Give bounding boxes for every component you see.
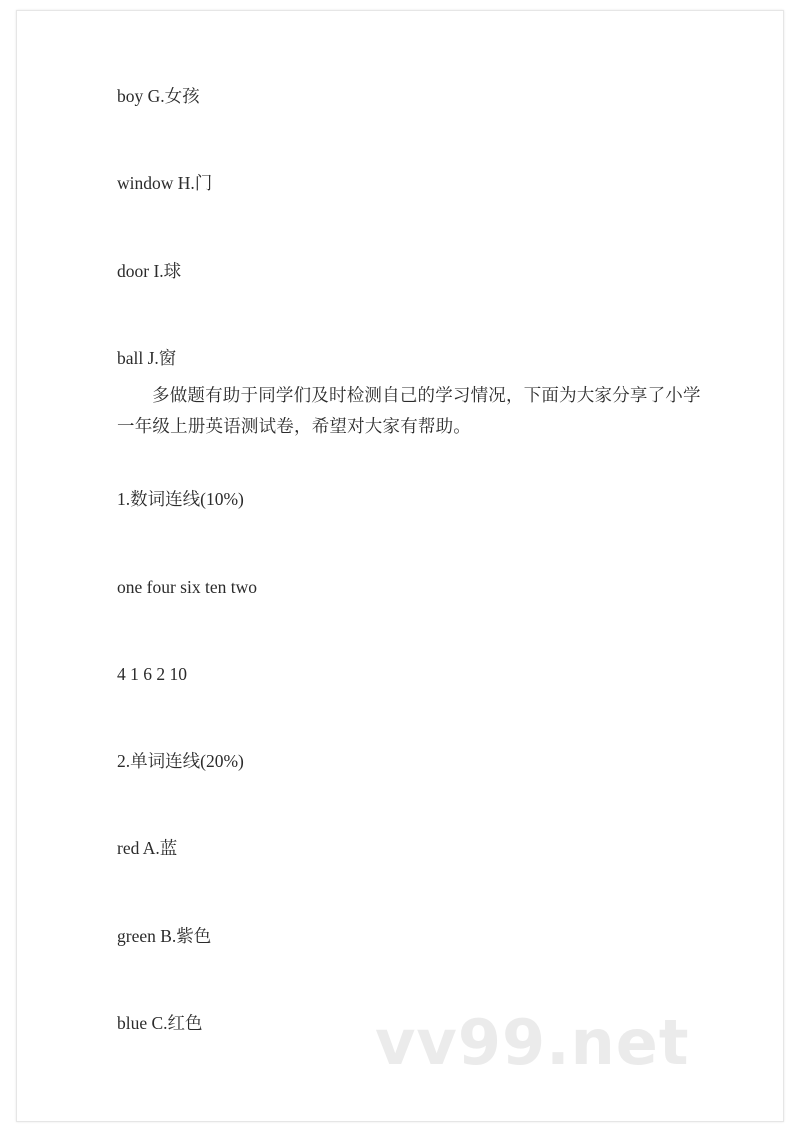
text-line: boy G.女孩: [117, 86, 200, 106]
text-line: door I.球: [117, 260, 182, 281]
text-line: red A.蓝: [117, 838, 178, 859]
page-sheet: [16, 10, 784, 1122]
text-line: blue C.红色: [117, 1012, 203, 1033]
text-line: 4 1 6 2 10: [117, 663, 187, 684]
text-line: ball J.窗: [117, 347, 177, 368]
text-line: green B.紫色: [117, 925, 212, 946]
intro-paragraph: 多做题有助于同学们及时检测自己的学习情况，下面为大家分享了小学一年级上册英语测试卷，希望对大家有帮助。: [117, 385, 701, 437]
section-heading-words: 2.单词连线(20%): [117, 751, 244, 772]
text-line: window H.门: [117, 173, 213, 194]
text-line: one four six ten two: [117, 576, 257, 597]
section-heading-numbers: 1.数词连线(10%): [117, 489, 244, 510]
document-body: [117, 83, 717, 1036]
watermark: vv99.net: [375, 1006, 690, 1079]
